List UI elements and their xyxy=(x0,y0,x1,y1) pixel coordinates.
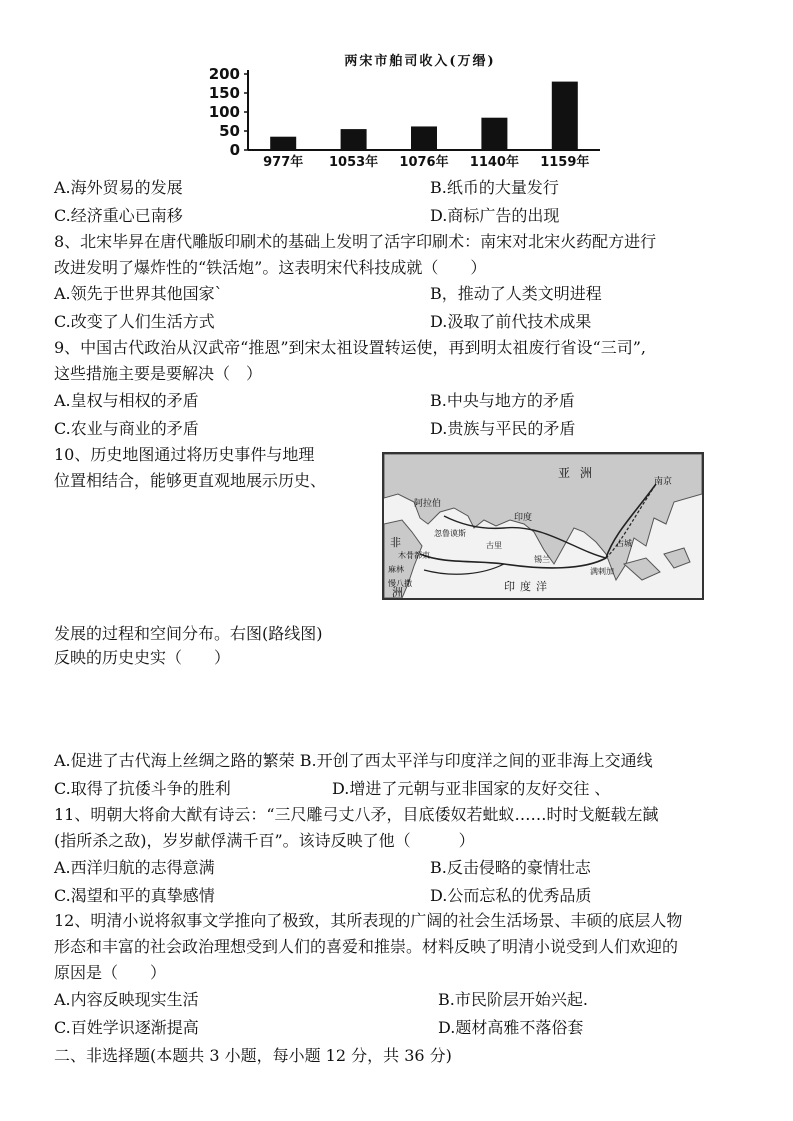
q10-stem-line-4: 反映的历史史实（ ） xyxy=(54,648,231,667)
map-label: 洲 xyxy=(392,586,403,599)
bar-1140年 xyxy=(481,118,507,150)
y-tick-label: 50 xyxy=(219,122,240,140)
q12-stem-line-2: 形态和丰富的社会政治理想受到人们的喜爱和推崇。材料反映了明清小说受到人们欢迎的 xyxy=(54,937,679,956)
q12-stem-line-1: 12、明清小说将叙事文学推向了极致，其所表现的广阔的社会生活场景、丰硕的底层人物 xyxy=(54,911,683,930)
q8-option-b[interactable]: B，推动了人类文明进程 xyxy=(430,284,602,303)
map-label: 木骨都束 xyxy=(398,551,430,560)
q11-option-a[interactable]: A.西洋归航的志得意满 xyxy=(54,858,215,877)
bar-1159年 xyxy=(552,82,578,150)
chart-canvas xyxy=(196,44,608,174)
q11-stem-line-1: 11、明朝大将俞大猷有诗云：“三尺雕弓丈八矛，目底倭奴若蚍蚁……时时戈艇载左馘 xyxy=(54,805,659,824)
q10-option-d[interactable]: D.增进了元朝与亚非国家的友好交往 、 xyxy=(332,779,611,798)
q9-option-c[interactable]: C.农业与商业的矛盾 xyxy=(54,419,199,438)
chart-title: 两宋市舶司收入(万缗) xyxy=(344,54,496,69)
map-label: 古里 xyxy=(486,541,502,550)
q10-stem-line-1: 10、历史地图通过将历史事件与地理 xyxy=(54,445,315,464)
q7-option-d[interactable]: D.商标广告的出现 xyxy=(430,206,560,225)
x-tick-label: 1076年 xyxy=(399,155,449,170)
q10-options-a-b[interactable]: A.促进了古代海上丝绸之路的繁荣 B.开创了西太平洋与印度洋之间的亚非海上交通线 xyxy=(54,751,653,770)
y-tick-label: 0 xyxy=(229,141,240,159)
q10-stem-line-2: 位置相结合，能够更直观地展示历史、 xyxy=(54,471,327,490)
q10-stem-line-3: 发展的过程和空间分布。右图(路线图) xyxy=(54,624,323,643)
map-label: 度 xyxy=(520,580,531,593)
q11-option-d[interactable]: D.公而忘私的优秀品质 xyxy=(430,886,592,905)
map-label: 慢八撒 xyxy=(388,579,412,588)
bar-1053年 xyxy=(341,129,367,150)
q11-option-b[interactable]: B.反击侵略的豪情壮志 xyxy=(430,858,591,877)
q7-option-c[interactable]: C.经济重心已南移 xyxy=(54,206,183,225)
q7-option-a[interactable]: A.海外贸易的发展 xyxy=(54,178,183,197)
y-tick-label: 150 xyxy=(208,84,240,102)
x-tick-label: 1053年 xyxy=(329,155,379,170)
map-label: 阿拉伯 xyxy=(414,499,442,509)
map-route-line-3 xyxy=(424,564,504,574)
q9-stem-line-1: 9、中国古代政治从汉武帝“推恩”到宋太祖设置转运使，再到明太祖废行省设“三司”, xyxy=(54,338,646,357)
map-label: 印度 xyxy=(514,513,533,523)
q12-option-c[interactable]: C.百姓学识逐渐提高 xyxy=(54,1018,199,1037)
bar-1076年 xyxy=(411,126,437,150)
y-tick-label: 200 xyxy=(208,65,240,83)
map-label: 麻林 xyxy=(388,565,404,574)
q9-stem-line-2: 这些措施主要是要解决（ ） xyxy=(54,364,263,383)
q7-option-b[interactable]: B.纸币的大量发行 xyxy=(430,178,559,197)
map-label: 洋 xyxy=(536,580,547,593)
map-label: 洲 xyxy=(580,466,593,480)
map-label: 忽鲁谟斯 xyxy=(434,529,466,538)
q9-option-d[interactable]: D.贵族与平民的矛盾 xyxy=(430,419,576,438)
section-2-heading: 二、非选择题(本题共 3 小题，每小题 12 分，共 36 分) xyxy=(54,1046,452,1065)
q9-option-b[interactable]: B.中央与地方的矛盾 xyxy=(430,391,575,410)
voyage-route-map xyxy=(382,452,704,600)
q8-option-c[interactable]: C.改变了人们生活方式 xyxy=(54,312,215,331)
map-land-islands xyxy=(624,548,690,580)
map-label: 非 xyxy=(390,536,401,549)
bar-977年 xyxy=(270,137,296,150)
x-tick-label: 1140年 xyxy=(469,155,519,170)
map-label: 印 xyxy=(504,580,515,593)
q8-stem-line-2: 改进发明了爆炸性的“铁活炮”。这表明宋代科技成就（ ） xyxy=(54,258,487,277)
q12-option-d[interactable]: D.题材高雅不落俗套 xyxy=(438,1018,584,1037)
q8-stem-line-1: 8、北宋毕昇在唐代雕版印刷术的基础上发明了活字印刷术：南宋对北宋火药配方进行 xyxy=(54,232,657,251)
y-tick-label: 100 xyxy=(208,103,240,121)
map-label: 锡兰 xyxy=(534,555,550,564)
q12-option-b[interactable]: B.市民阶层开始兴起. xyxy=(438,990,588,1009)
q11-option-c[interactable]: C.渴望和平的真挚感情 xyxy=(54,886,215,905)
x-tick-label: 1159年 xyxy=(540,155,590,170)
map-label: 南京 xyxy=(654,477,673,487)
q11-stem-line-2: (指所杀之敌)，岁岁献俘满千百”。该诗反映了他（ ） xyxy=(54,831,475,850)
q12-stem-line-3: 原因是（ ） xyxy=(54,963,167,982)
map-label: 满剌加 xyxy=(590,567,614,576)
map-label: 占城 xyxy=(616,539,632,548)
q9-option-a[interactable]: A.皇权与相权的矛盾 xyxy=(54,391,199,410)
x-tick-label: 977年 xyxy=(263,155,304,170)
revenue-bar-chart xyxy=(196,44,608,174)
q8-option-d[interactable]: D.汲取了前代技术成果 xyxy=(430,312,592,331)
q10-option-c[interactable]: C.取得了抗倭斗争的胜利 xyxy=(54,779,231,798)
q12-option-a[interactable]: A.内容反映现实生活 xyxy=(54,990,199,1009)
q8-option-a[interactable]: A.领先于世界其他国家` xyxy=(54,284,223,303)
map-label: 亚 xyxy=(558,466,571,480)
